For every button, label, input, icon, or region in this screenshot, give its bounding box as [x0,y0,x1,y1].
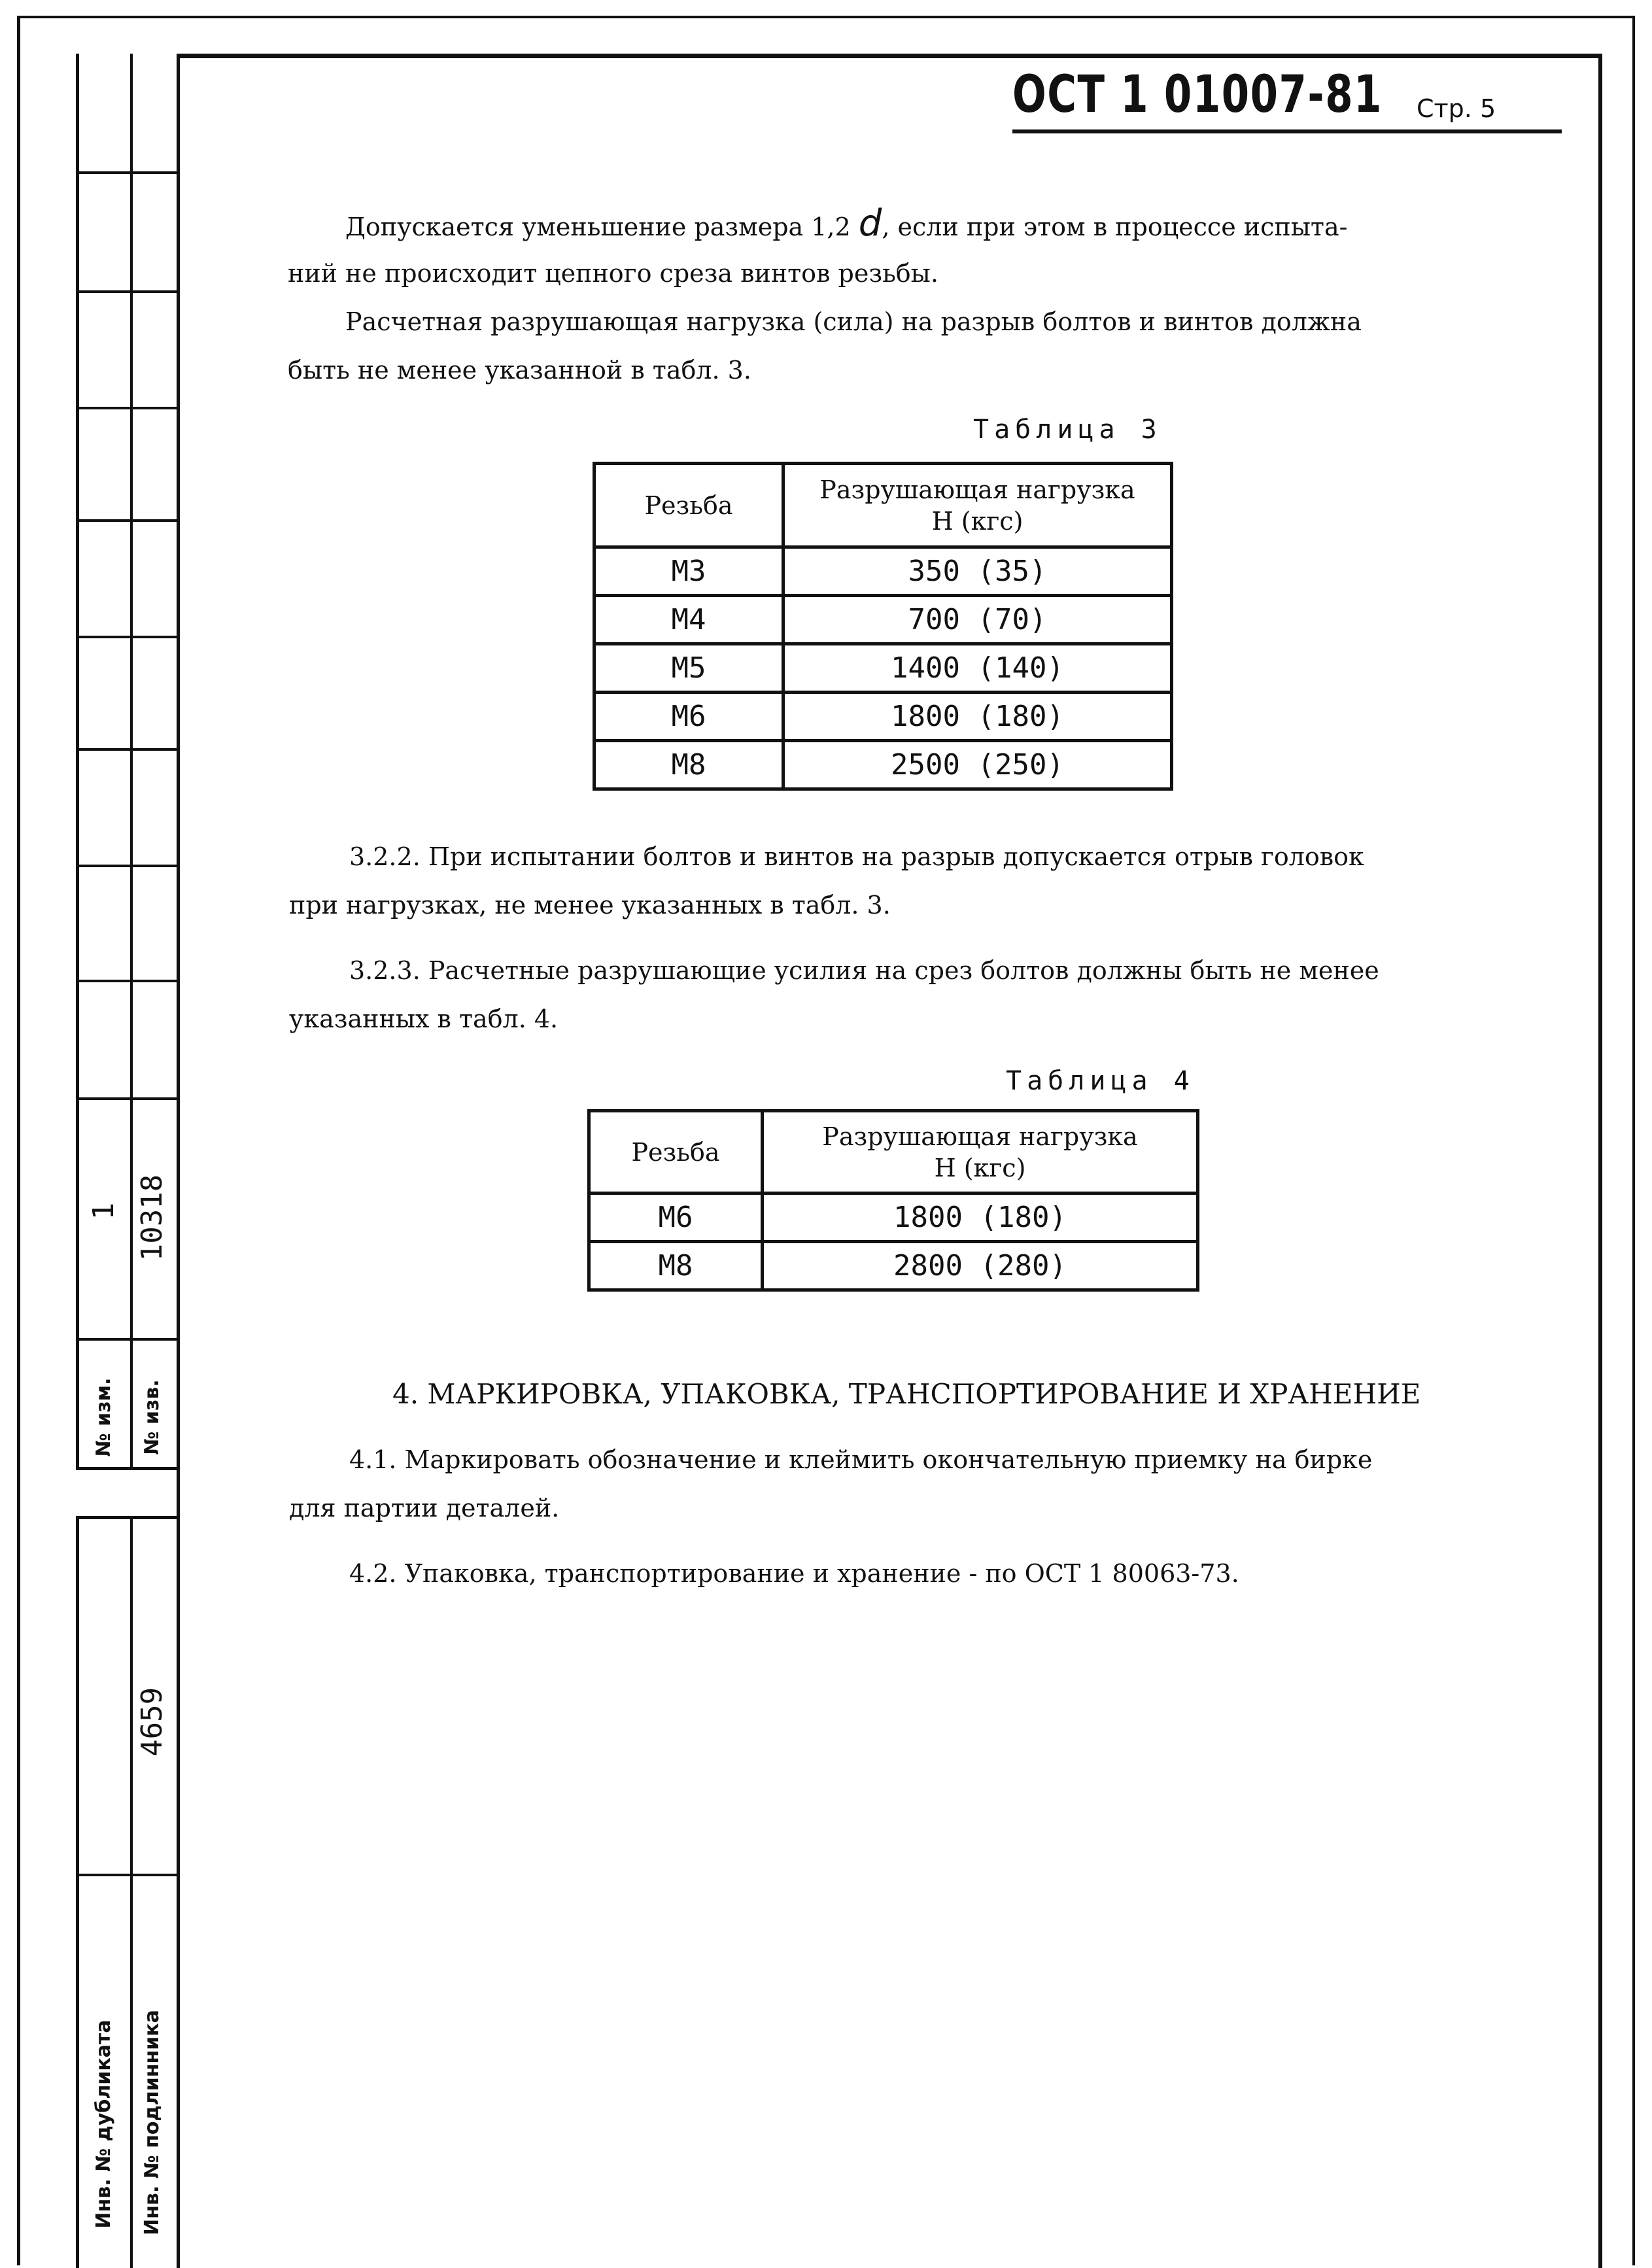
section-4-heading: 4. МАРКИРОВКА, УПАКОВКА, ТРАНСПОРТИРОВАНИЕ И ХРАНЕНИЕ [392,1378,1421,1410]
cell-thread: М3 [594,547,783,596]
paragraph-4-1-line-1: 4.1. Маркировать обозначение и клеймить окончательную приемку на бирке [349,1445,1373,1474]
cell-thread: М6 [594,693,783,741]
cell-load: 350 (35) [783,547,1172,596]
cell-thread: М5 [594,644,783,693]
table-row [594,644,1172,693]
paragraph-3-2-3-line-1: 3.2.3. Расчетные разрушающие усилия на срез болтов должны быть не менее [349,956,1379,985]
table-row [594,693,1172,741]
table-3 [593,462,1173,791]
table-3-caption: Таблица 3 [973,415,1162,445]
paragraph-2-line-2: быть не менее указанной в табл. 3. [288,356,751,385]
cell-thread: М6 [589,1194,763,1242]
cell-load: 700 (70) [783,596,1172,644]
cell-load: 1800 (180) [783,693,1172,741]
table-4 [587,1109,1199,1292]
table-row [594,741,1172,789]
column-header-load: Разрушающая нагрузка Н (кгс) [763,1111,1198,1194]
cell-thread: М8 [594,741,783,789]
inventory-strip [76,1516,177,2268]
column-header-thread: Резьба [594,464,783,547]
notice-no-label: № изв. [141,1379,163,1455]
change-no-value: 1 [87,1202,120,1220]
document-code: ОСТ 1 01007-81 [1012,65,1383,124]
cell-load: 2800 (280) [763,1242,1198,1290]
table-row [589,1194,1198,1242]
header-underline [1012,129,1562,133]
cell-thread: М4 [594,596,783,644]
paragraph-3-2-2-line-1: 3.2.2. При испытании болтов и винтов на разрыв допускается отрыв головок [349,842,1364,871]
paragraph-4-2: 4.2. Упаковка, транспортирование и хранение - по ОСТ 1 80063-73. [349,1559,1239,1588]
cell-load: 1800 (180) [763,1194,1198,1242]
paragraph-3-2-2-line-2: при нагрузках, не менее указанных в табл. 3. [289,891,891,919]
dup-inv-label: Инв. № дубликата [92,2019,115,2229]
table-row [589,1242,1198,1290]
cell-thread: М8 [589,1242,763,1290]
revision-strip [76,54,177,1470]
table-header-row [594,464,1172,547]
paragraph-1-line-2: ний не происходит цепного среза винтов резьбы. [288,259,938,288]
orig-inv-value: 4659 [135,1687,169,1757]
paragraph-2-line-1: Расчетная разрушающая нагрузка (сила) на разрыв болтов и винтов должна [345,307,1362,336]
variable-d: d [858,202,882,245]
table-4-caption: Таблица 4 [1006,1066,1195,1096]
cell-load: 2500 (250) [783,741,1172,789]
table-row [594,596,1172,644]
column-header-thread: Резьба [589,1111,763,1194]
table-header-row [589,1111,1198,1194]
cell-load: 1400 (140) [783,644,1172,693]
notice-no-value: 10318 [135,1174,169,1262]
paragraph-4-1-line-2: для партии деталей. [289,1494,560,1522]
paragraph-3-2-3-line-2: указанных в табл. 4. [289,1005,559,1033]
page-number: Стр. 5 [1417,94,1496,123]
orig-inv-label: Инв. № подлинника [141,2010,163,2235]
paragraph-1-line-1: Допускается уменьшение размера 1,2 d, если при этом в процессе испыта- [345,202,1348,245]
column-header-load: Разрушающая нагрузка Н (кгс) [783,464,1172,547]
table-row [594,547,1172,596]
change-no-label: № изм. [92,1377,115,1457]
